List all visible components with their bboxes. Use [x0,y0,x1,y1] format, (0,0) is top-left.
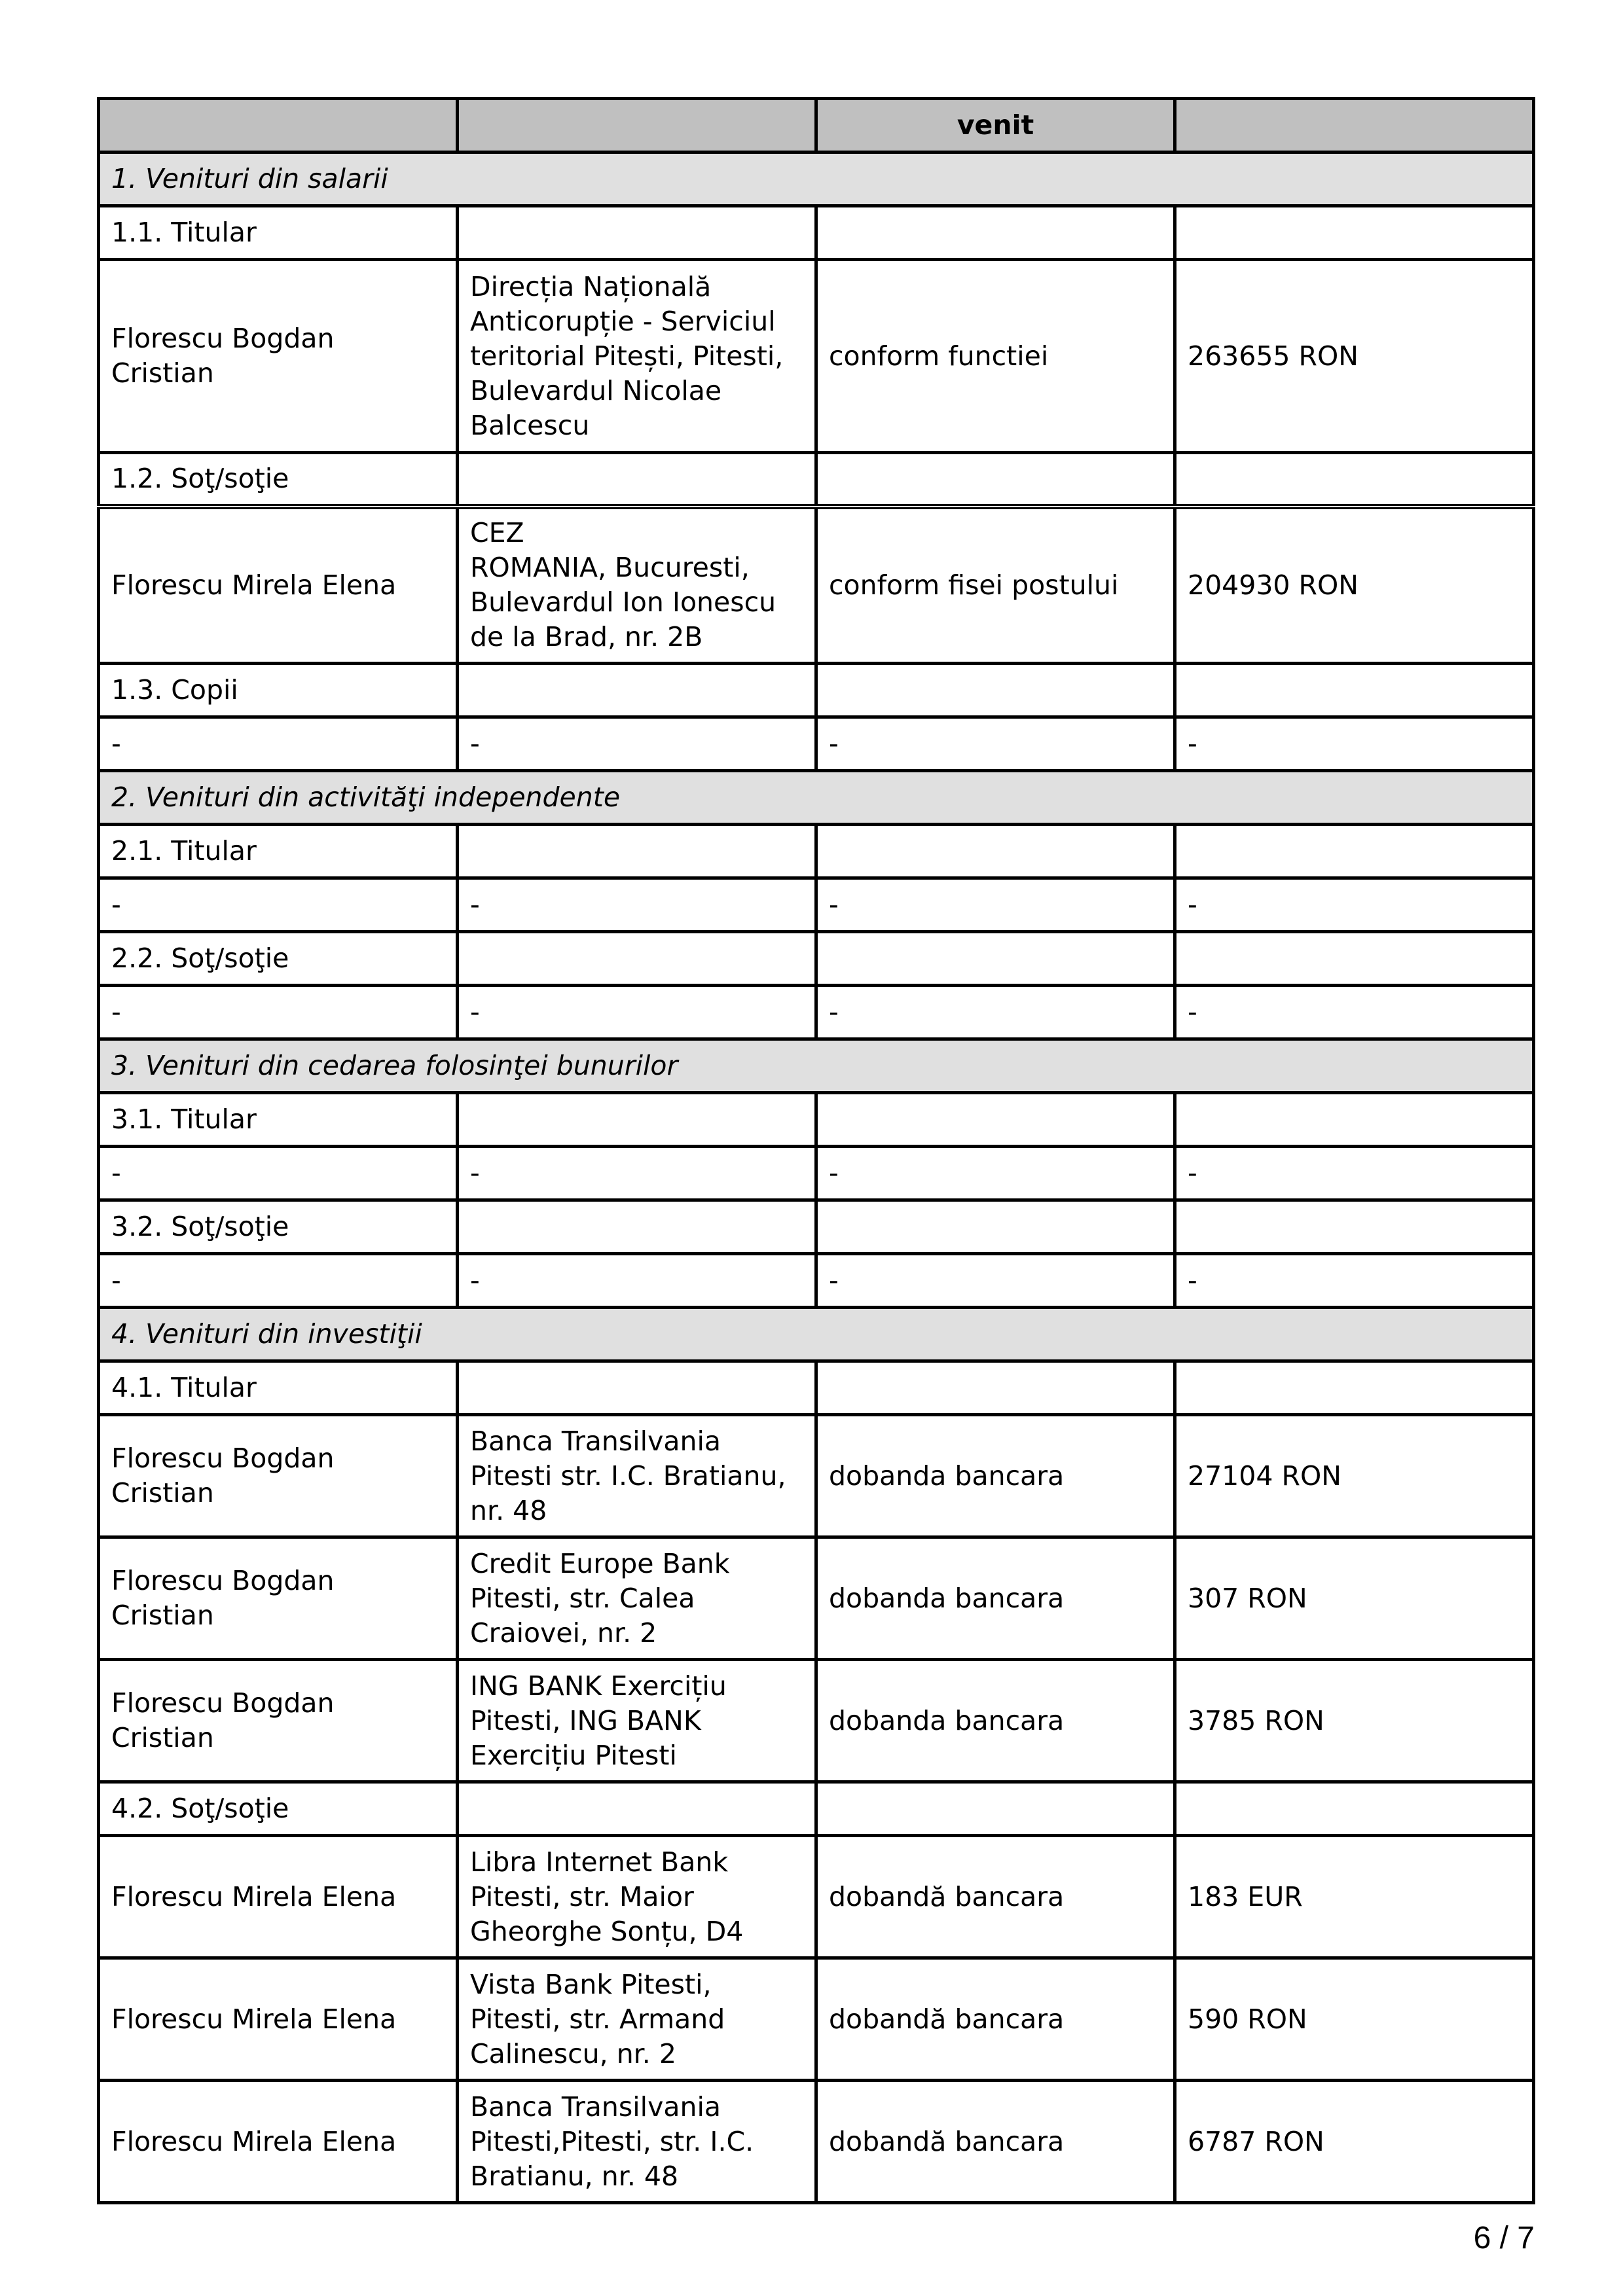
subsection-row [99,453,1534,507]
section-title-row [99,1308,1534,1361]
section-title-row [99,771,1534,825]
income-source: - [458,1254,816,1308]
beneficiary-name: - [99,1254,458,1308]
beneficiary-name: Florescu Bogdan Cristian [99,1660,458,1782]
table-row [99,878,1534,932]
annual-income: 183 EUR [1175,1836,1534,1958]
beneficiary-name: - [99,986,458,1039]
table-row [99,1958,1534,2081]
table-row [99,1836,1534,1958]
income-source: - [458,878,816,932]
annual-income: - [1175,878,1534,932]
header-cell-venit: venit [816,99,1175,152]
income-source: Credit Europe Bank Pitesti, str. Calea Craiovei, nr. 2 [458,1537,816,1660]
subsection-row [99,932,1534,986]
table-row [99,1537,1534,1660]
service-provided: - [816,986,1175,1039]
subsection-label: 4.2. Soţ/soţie [99,1782,458,1836]
service-provided: conform functiei [816,260,1175,453]
subsection-label: 3.2. Soţ/soţie [99,1200,458,1254]
subsection-row [99,1200,1534,1254]
subsection-row [99,1361,1534,1415]
annual-income: - [1175,717,1534,771]
header-cell-1 [99,99,458,152]
header-cell-4 [1175,99,1534,152]
annual-income: 307 RON [1175,1537,1534,1660]
beneficiary-name: Florescu Mirela Elena [99,1836,458,1958]
section-title-row [99,1039,1534,1093]
table-row [99,2081,1534,2203]
income-source: - [458,717,816,771]
annual-income: 27104 RON [1175,1415,1534,1537]
service-provided: dobanda bancara [816,1660,1175,1782]
service-provided: dobandă bancara [816,2081,1175,2203]
service-provided: dobandă bancara [816,1836,1175,1958]
table-row [99,1254,1534,1308]
section-title: 2. Venituri din activităţi independente [99,771,1534,825]
subsection-label: 1.3. Copii [99,664,458,717]
income-source-line-2: ROMANIA, Bucuresti, Bulevardul Ion Ionescu de la Brad, nr. 2B [470,552,776,653]
beneficiary-name: Florescu Mirela Elena [99,2081,458,2203]
annual-income: - [1175,1147,1534,1200]
income-source: Vista Bank Pitesti, Pitesti, str. Armand Calinescu, nr. 2 [458,1958,816,2081]
subsection-label: 3.1. Titular [99,1093,458,1147]
service-provided: - [816,878,1175,932]
income-source [458,507,816,664]
service-provided: - [816,1147,1175,1200]
section-title: 1. Venituri din salarii [99,152,1534,206]
annual-income: 590 RON [1175,1958,1534,2081]
service-provided: - [816,717,1175,771]
subsection-row [99,1782,1534,1836]
beneficiary-name: - [99,717,458,771]
subsection-label: 4.1. Titular [99,1361,458,1415]
annual-income: 263655 RON [1175,260,1534,453]
service-provided: conform fisei postului [816,507,1175,664]
annual-income: - [1175,986,1534,1039]
subsection-label: 1.2. Soţ/soţie [99,453,458,507]
income-source: Libra Internet Bank Pitesti, str. Maior Gheorghe Sonțu, D4 [458,1836,816,1958]
income-source: ING BANK Exercițiu Pitesti, ING BANK Exercițiu Pitesti [458,1660,816,1782]
income-source: Banca Transilvania Pitesti,Pitesti, str. I.C. Bratianu, nr. 48 [458,2081,816,2203]
beneficiary-name: Florescu Bogdan Cristian [99,1415,458,1537]
service-provided: dobanda bancara [816,1415,1175,1537]
service-provided: dobandă bancara [816,1958,1175,2081]
subsection-row [99,206,1534,260]
table-row [99,260,1534,453]
annual-income: 204930 RON [1175,507,1534,664]
section-title: 3. Venituri din cedarea folosinţei bunurilor [99,1039,1534,1093]
table-header-row [99,99,1534,152]
table-row [99,1415,1534,1537]
table-row [99,1147,1534,1200]
section-title-row [99,152,1534,206]
income-source: - [458,986,816,1039]
header-cell-2 [458,99,816,152]
beneficiary-name: Florescu Mirela Elena [99,1958,458,2081]
income-source-line-1: CEZ [470,517,524,549]
beneficiary-name: - [99,878,458,932]
annual-income: 6787 RON [1175,2081,1534,2203]
income-declaration-table [97,97,1535,2204]
subsection-row [99,1093,1534,1147]
beneficiary-name: Florescu Bogdan Cristian [99,1537,458,1660]
table-row [99,717,1534,771]
income-source: Direcția Națională Anticorupție - Serviciul teritorial Pitești, Pitesti, Bulevardul Nicolae Balcescu [458,260,816,453]
beneficiary-name: Florescu Mirela Elena [99,507,458,664]
subsection-label: 2.2. Soţ/soţie [99,932,458,986]
income-source: Banca Transilvania Pitesti str. I.C. Bratianu, nr. 48 [458,1415,816,1537]
annual-income: 3785 RON [1175,1660,1534,1782]
annual-income: - [1175,1254,1534,1308]
subsection-label: 1.1. Titular [99,206,458,260]
income-source: - [458,1147,816,1200]
service-provided: - [816,1254,1175,1308]
service-provided: dobanda bancara [816,1537,1175,1660]
page-number: 6 / 7 [1473,2221,1535,2255]
subsection-label: 2.1. Titular [99,825,458,878]
table-row [99,986,1534,1039]
beneficiary-name: - [99,1147,458,1200]
beneficiary-name: Florescu Bogdan Cristian [99,260,458,453]
subsection-row [99,825,1534,878]
table-row [99,1660,1534,1782]
subsection-row [99,664,1534,717]
table-row [99,507,1534,664]
section-title: 4. Venituri din investiţii [99,1308,1534,1361]
